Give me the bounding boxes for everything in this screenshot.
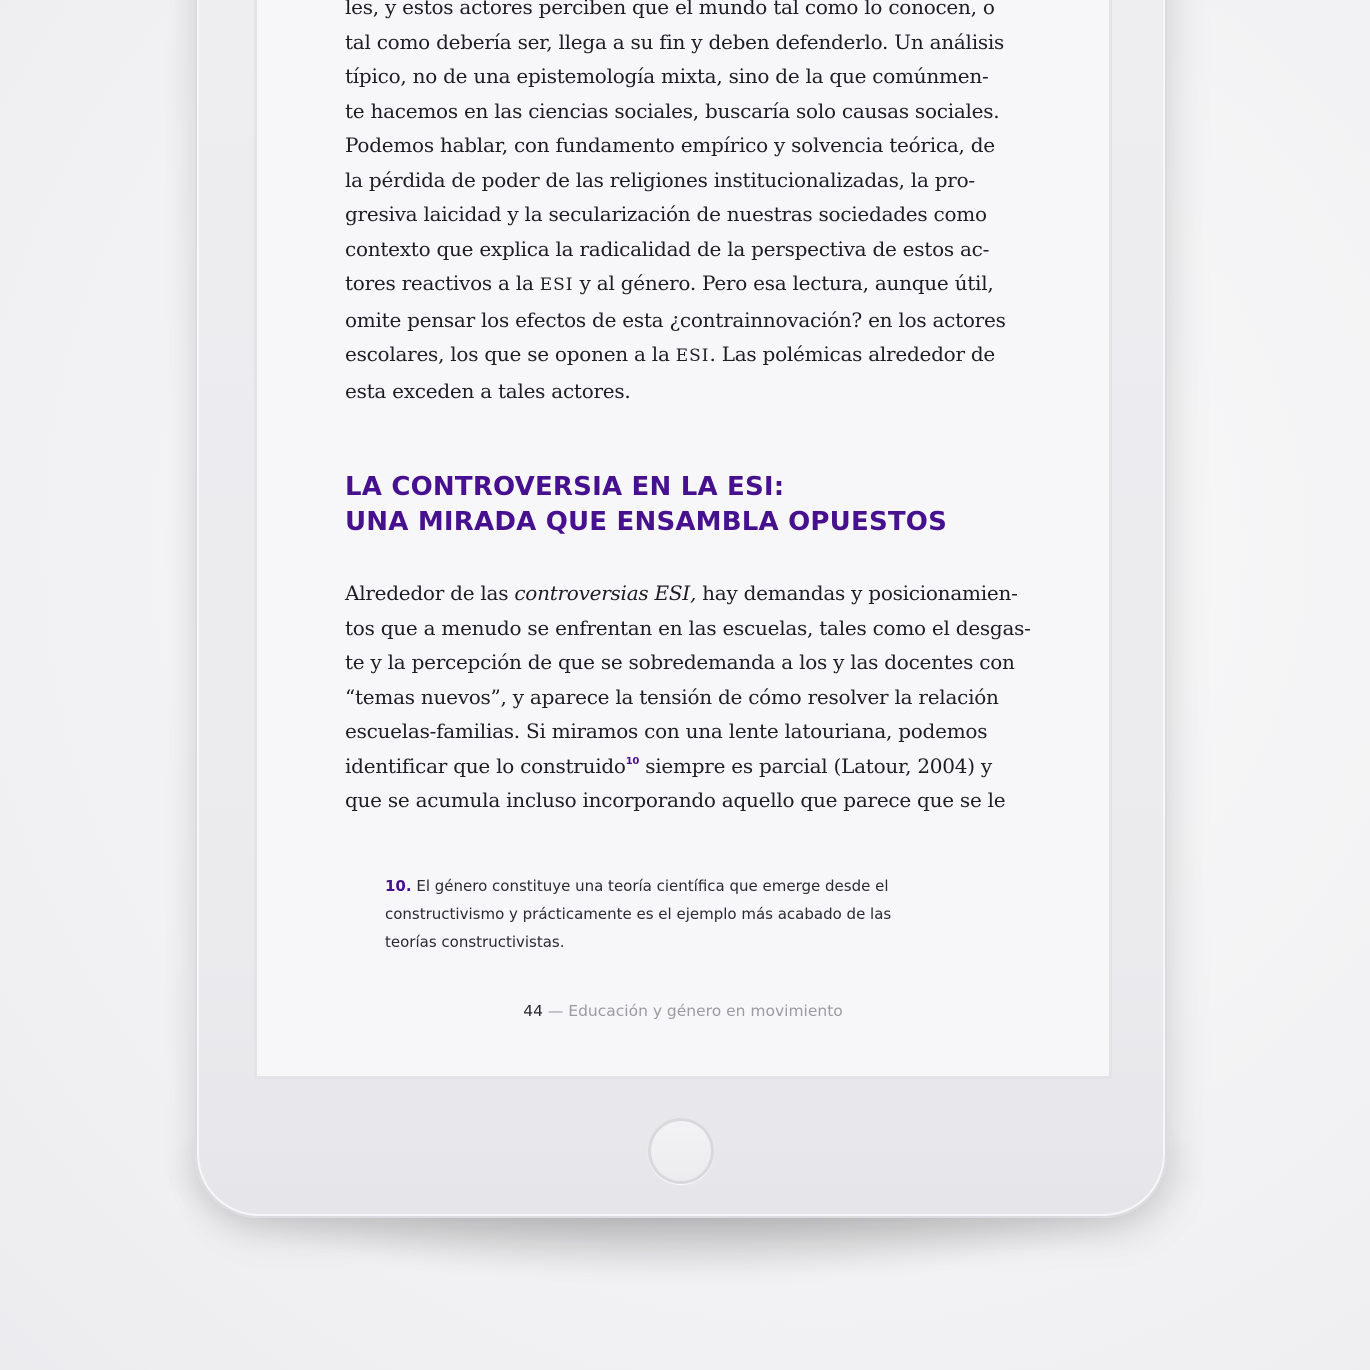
text-line: [345, 576, 1045, 611]
text-line: gresiva laicidad y la secularización de nuestras sociedades como: [345, 202, 987, 226]
page-footer: [257, 1002, 1109, 1020]
text-line: la pérdida de poder de las religiones institucionalizadas, la pro-: [345, 167, 975, 192]
footnote-line: [385, 872, 1025, 900]
text-line: te y la percepción de que se sobredemanda a los y las docentes con: [345, 650, 1015, 674]
text-line: típico, no de una epistemología mixta, sino de la que comúnmen-: [345, 64, 989, 88]
footnote-line: constructivismo y prácticamente es el ejemplo más acabado de las: [385, 905, 892, 923]
text-line: omite pensar los efectos de esta ¿contrainnovación? en los actores: [345, 307, 1006, 332]
italic-term: controversias ESI,: [514, 581, 697, 605]
folio-separator: —: [542, 1002, 569, 1020]
text-line: esta exceden a tales actores.: [345, 378, 631, 403]
text-line: [345, 337, 1045, 374]
footnote-reference-link[interactable]: 10: [625, 755, 640, 767]
book-title: Educación y género en movimiento: [568, 1002, 843, 1020]
footnote-line: teorías constructivistas.: [385, 933, 565, 951]
text-run: tores reactivos a la: [345, 271, 540, 295]
heading-line: UNA MIRADA QUE ENSAMBLA OPUESTOS: [345, 506, 948, 537]
text-line: contexto que explica la radicalidad de la perspectiva de estos ac-: [345, 236, 990, 261]
text-run: Alrededor de las: [345, 581, 515, 605]
text-line: escuelas-familias. Si miramos con una lente latouriana, podemos: [345, 719, 988, 743]
esi-acronym: ESI: [539, 275, 574, 295]
text-run: . Las polémicas alrededor de: [709, 342, 995, 366]
text-line: “temas nuevos”, y aparece la tensión de cómo resolver la relación: [345, 684, 999, 709]
paragraph-1: [345, 0, 1045, 408]
text-line: tos que a menudo se enfrentan en las escuelas, tales como el desgas-: [345, 615, 1031, 640]
footnote-number: 10.: [385, 877, 412, 895]
paragraph-2: [345, 576, 1045, 818]
text-line: tal como debería ser, llega a su fin y deben defenderlo. Un análisis: [345, 29, 1005, 54]
footnote-text: El género constituye una teoría científica que emerge desde el: [411, 877, 889, 895]
text-line: te hacemos en las ciencias sociales, buscaría solo causas sociales.: [345, 98, 1000, 123]
text-run: hay demandas y posicionamien-: [696, 581, 1018, 605]
text-line: [345, 749, 1045, 784]
text-run: escolares, los que se oponen a la: [345, 342, 676, 366]
page-number: 44: [523, 1002, 543, 1020]
text-line: que se acumula incluso incorporando aquello que parece que se le: [345, 788, 1006, 812]
text-line: les, y estos actores perciben que el mundo tal como lo conocen, o: [345, 0, 995, 19]
esi-acronym: ESI: [675, 346, 710, 366]
footnote: [385, 872, 1025, 956]
ebook-screen[interactable]: [257, 0, 1109, 1076]
text-line: [345, 266, 1045, 303]
text-run: y al género. Pero esa lectura, aunque útil,: [573, 271, 994, 295]
section-heading: [345, 470, 1065, 539]
heading-line: LA CONTROVERSIA EN LA ESI:: [345, 472, 785, 502]
text-run: siempre es parcial (Latour, 2004) y: [639, 753, 992, 778]
text-run: identificar que lo construido: [345, 753, 626, 778]
home-button[interactable]: [648, 1118, 714, 1184]
text-line: Podemos hablar, con fundamento empírico y solvencia teórica, de: [345, 133, 995, 157]
